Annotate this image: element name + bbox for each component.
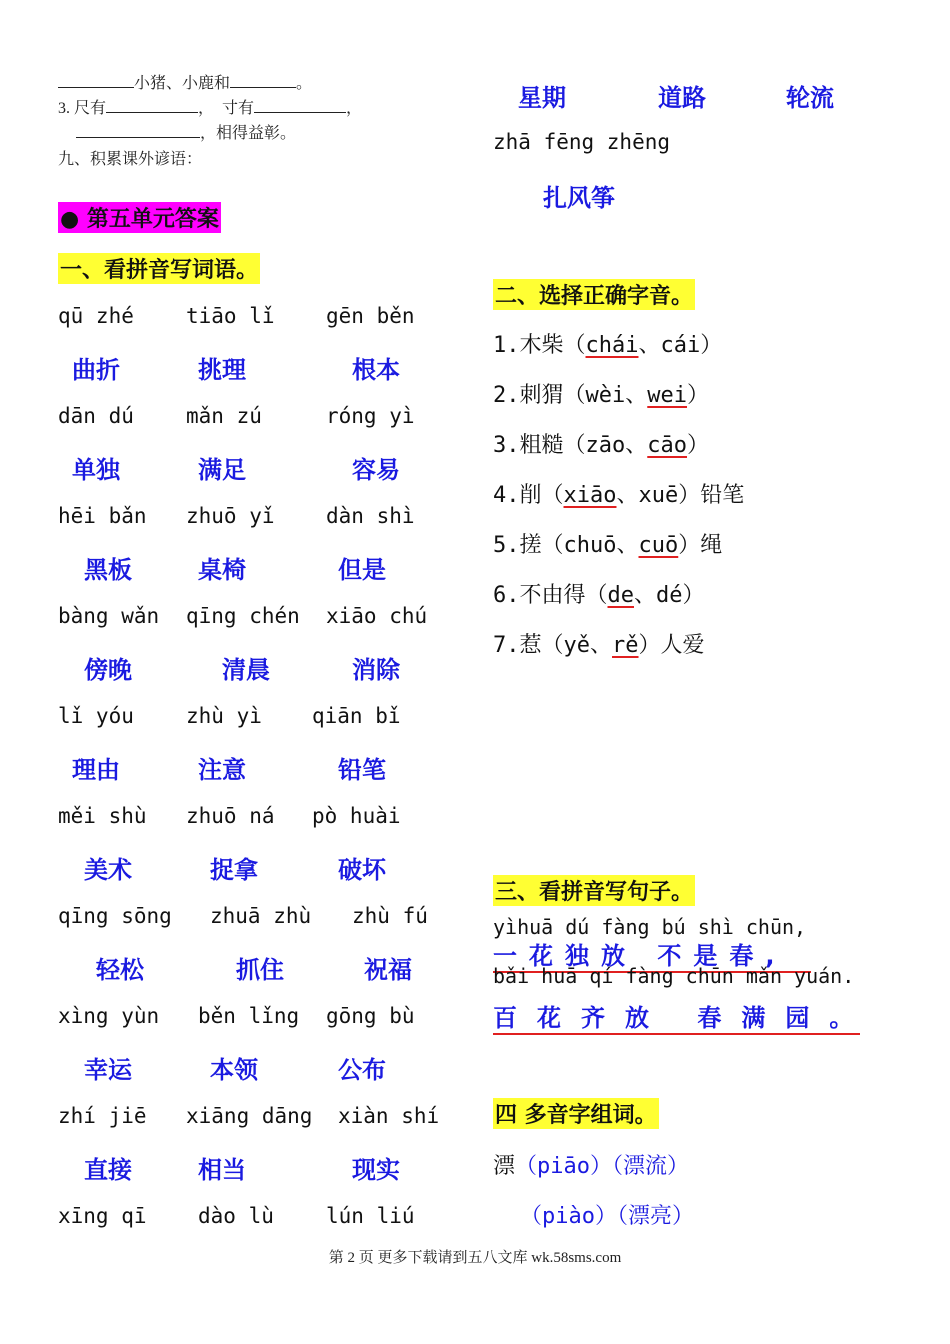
option-b: wei bbox=[647, 383, 688, 408]
text: ） bbox=[687, 433, 710, 458]
right-word-1: 星期 bbox=[518, 84, 566, 112]
right-pinyin: zhā fēng zhēng bbox=[493, 130, 671, 154]
text: ， bbox=[346, 100, 363, 117]
option-b: dé bbox=[656, 583, 683, 608]
answer-word: 曲折 bbox=[72, 356, 120, 384]
answer-word: 理由 bbox=[72, 756, 120, 784]
option-b: cuō bbox=[638, 533, 679, 558]
text: ，相得益彰。 bbox=[200, 125, 297, 142]
pinyin-cell: xiāng dāng bbox=[186, 1104, 313, 1128]
answer-word: 单独 bbox=[72, 456, 120, 484]
text: ）人爱 bbox=[638, 633, 705, 658]
pinyin-cell: qū zhé bbox=[58, 304, 134, 328]
answer-word: 但是 bbox=[338, 556, 386, 584]
pinyin-cell: róng yì bbox=[326, 404, 415, 428]
answer-word: 祝福 bbox=[364, 956, 412, 984]
text: 、 bbox=[590, 633, 613, 658]
option-b: rě bbox=[612, 633, 639, 658]
section-1-title: 一、看拼音写词语。 bbox=[58, 253, 260, 284]
pinyin-cell: gōng bù bbox=[326, 1004, 415, 1028]
pinyin-cell: zhuā zhù bbox=[210, 904, 312, 928]
pinyin-cell: zhù yì bbox=[186, 704, 262, 728]
sentence-2-text: 百花齐放 春满园。 bbox=[493, 998, 860, 1035]
pinyin-cell: hēi bǎn bbox=[58, 504, 147, 528]
answer-word: 轻松 bbox=[96, 956, 144, 984]
pronunciation-item bbox=[493, 578, 705, 609]
pinyin-cell: měi shù bbox=[58, 804, 147, 828]
pinyin-cell: zhù fú bbox=[352, 904, 428, 928]
option-a: chuō bbox=[563, 533, 617, 558]
polyphone-word-1: （漂流） bbox=[612, 1154, 690, 1179]
answer-word: 黑板 bbox=[84, 556, 132, 584]
answer-word: 抓住 bbox=[236, 956, 284, 984]
answer-word: 根本 bbox=[352, 356, 400, 384]
answer-word: 捉拿 bbox=[210, 856, 258, 884]
option-a: xiāo bbox=[563, 483, 617, 508]
option-b: cái bbox=[660, 333, 701, 358]
pinyin-cell: dào lù bbox=[198, 1204, 274, 1228]
text: 、 bbox=[625, 383, 648, 408]
pinyin-cell: lún liú bbox=[326, 1204, 415, 1228]
pronunciation-item bbox=[493, 328, 722, 359]
answer-word: 现实 bbox=[352, 1156, 400, 1184]
polyphone-char: 漂 bbox=[493, 1154, 516, 1179]
text: 、 bbox=[625, 433, 648, 458]
pinyin-cell: zhuō yǐ bbox=[186, 504, 275, 528]
section-2-title: 二、选择正确字音。 bbox=[493, 279, 695, 310]
pinyin-cell: xīng qī bbox=[58, 1204, 147, 1228]
answer-word: 幸运 bbox=[84, 1056, 132, 1084]
answer-word: 铅笔 bbox=[338, 756, 386, 784]
text: 、 bbox=[616, 483, 639, 508]
pinyin-cell: bàng wǎn bbox=[58, 604, 160, 628]
answer-word: 挑理 bbox=[198, 356, 246, 384]
top-line-3 bbox=[76, 120, 296, 143]
text: ） bbox=[682, 583, 705, 608]
option-a: de bbox=[607, 583, 634, 608]
blank bbox=[254, 98, 346, 113]
pinyin-cell: pò huài bbox=[312, 804, 401, 828]
pinyin-cell: dān dú bbox=[58, 404, 134, 428]
option-b: cāo bbox=[647, 433, 688, 458]
answer-word: 清晨 bbox=[222, 656, 270, 684]
text: ）铅笔 bbox=[678, 483, 745, 508]
option-a: wèi bbox=[585, 383, 626, 408]
option-a: yě bbox=[563, 633, 590, 658]
answer-word: 公布 bbox=[338, 1056, 386, 1084]
top-line-4: 九、积累课外谚语： bbox=[58, 151, 203, 168]
pinyin-cell: běn lǐng bbox=[198, 1004, 300, 1028]
section-4-title: 四 多音字组词。 bbox=[493, 1098, 659, 1129]
text: 、 bbox=[616, 533, 639, 558]
blank bbox=[58, 73, 134, 88]
right-word-2: 道路 bbox=[658, 84, 706, 112]
pinyin-cell: qīng sōng bbox=[58, 904, 172, 928]
polyphone-line-1 bbox=[493, 1149, 689, 1180]
answer-word: 直接 bbox=[84, 1156, 132, 1184]
pinyin-cell: lǐ yóu bbox=[58, 704, 134, 728]
blank bbox=[230, 73, 296, 88]
text: 7.惹（ bbox=[493, 633, 564, 658]
pronunciation-item bbox=[493, 628, 705, 659]
text: 1.木柴（ bbox=[493, 333, 586, 358]
text: ）绳 bbox=[678, 533, 723, 558]
text: 。 bbox=[296, 75, 313, 92]
pinyin-cell: gēn běn bbox=[326, 304, 415, 328]
blank bbox=[106, 98, 198, 113]
polyphone-pinyin-2: （piào） bbox=[520, 1204, 617, 1229]
pinyin-cell: dàn shì bbox=[326, 504, 415, 528]
text: 、 bbox=[638, 333, 661, 358]
text: 5.搓（ bbox=[493, 533, 564, 558]
polyphone-pinyin-1: （piāo） bbox=[515, 1154, 612, 1179]
text: 4.削（ bbox=[493, 483, 564, 508]
answer-word: 注意 bbox=[198, 756, 246, 784]
blank bbox=[76, 123, 200, 138]
option-a: chái bbox=[585, 333, 639, 358]
pronunciation-item bbox=[493, 478, 744, 509]
page-footer: 第 2 页 更多下载请到五八文库 wk.58sms.com bbox=[328, 1250, 622, 1266]
right-word-4: 扎风筝 bbox=[543, 184, 615, 212]
pronunciation-item bbox=[493, 528, 722, 559]
text: 3.粗糙（ bbox=[493, 433, 586, 458]
pinyin-cell: zhí jiē bbox=[58, 1104, 147, 1128]
answer-word: 傍晚 bbox=[84, 656, 132, 684]
option-a: zāo bbox=[585, 433, 626, 458]
text: 3. 尺有 bbox=[58, 100, 107, 117]
section-3-title: 三、看拼音写句子。 bbox=[493, 875, 695, 906]
sentence-1-pinyin: yìhuā dú fàng bú shì chūn, bbox=[493, 915, 807, 939]
pinyin-cell: xìng yùn bbox=[58, 1004, 160, 1028]
answer-word: 满足 bbox=[198, 456, 246, 484]
answer-word: 容易 bbox=[352, 456, 400, 484]
sentence-2-pinyin: bǎi huā qí fàng chūn mǎn yuán. bbox=[493, 964, 855, 988]
text: 、 bbox=[634, 583, 657, 608]
answer-word: 本领 bbox=[210, 1056, 258, 1084]
pinyin-cell: mǎn zú bbox=[186, 404, 262, 428]
top-line-1 bbox=[58, 70, 312, 93]
pinyin-cell: qiān bǐ bbox=[312, 704, 401, 728]
pinyin-cell: qīng chén bbox=[186, 604, 300, 628]
text: ） bbox=[687, 383, 710, 408]
answer-word: 桌椅 bbox=[198, 556, 246, 584]
text: 小猪、小鹿和 bbox=[134, 75, 231, 92]
polyphone-word-2: （漂亮） bbox=[616, 1204, 694, 1229]
text: ， 寸有 bbox=[198, 100, 255, 117]
text: 6.不由得（ bbox=[493, 583, 608, 608]
unit-title: ● 第五单元答案 bbox=[58, 202, 221, 233]
answer-word: 美术 bbox=[84, 856, 132, 884]
top-line-2 bbox=[58, 95, 362, 118]
text: ） bbox=[700, 333, 723, 358]
answer-word: 消除 bbox=[352, 656, 400, 684]
pinyin-cell: xiàn shí bbox=[338, 1104, 440, 1128]
pinyin-cell: tiāo lǐ bbox=[186, 304, 275, 328]
polyphone-line-2 bbox=[520, 1199, 694, 1230]
pronunciation-item bbox=[493, 428, 709, 459]
option-b: xuē bbox=[638, 483, 679, 508]
pinyin-cell: zhuō ná bbox=[186, 804, 275, 828]
answer-word: 相当 bbox=[198, 1156, 246, 1184]
answer-word: 破坏 bbox=[338, 856, 386, 884]
pinyin-cell: xiāo chú bbox=[326, 604, 428, 628]
right-word-3: 轮流 bbox=[786, 84, 834, 112]
sentence-1-text: 一花独放 不是春, bbox=[493, 936, 811, 973]
text: 2.刺猬（ bbox=[493, 383, 586, 408]
pronunciation-item bbox=[493, 378, 709, 409]
